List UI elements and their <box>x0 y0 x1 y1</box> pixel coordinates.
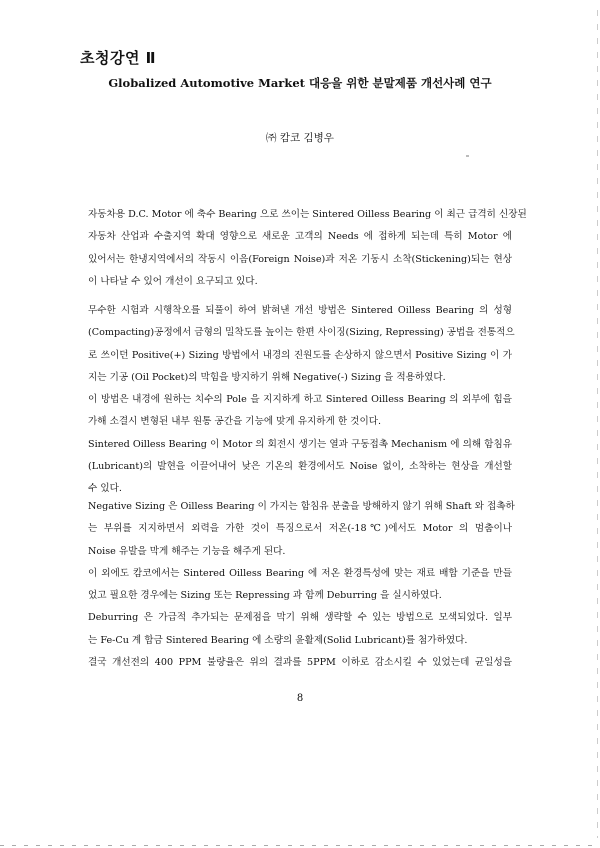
text-line: Noise 유발을 막게 해주는 기능을 해주게 된다. <box>88 545 286 557</box>
text-line: 이 나타날 수 있어 개선이 요구되고 있다. <box>88 275 258 287</box>
text-line: 자동차 산업과 수출지역 확대 영향으로 새로운 고객의 Needs 에 접하게 되는데 특히 Motor 에 <box>88 231 512 243</box>
text-line: 수 있다. <box>88 483 122 495</box>
text-line: (Lubricant)의 발현을 이끌어내어 낮은 기온의 환경에서도 Noise 없이, 소착하는 현상을 개선할 <box>88 461 512 473</box>
text-line: Deburring 은 가급적 추가되는 문제점을 막기 위해 생략할 수 있는 방법으로 모색되었다. 일부 <box>88 612 512 624</box>
text-line: 이 방법은 내경에 원하는 치수의 Pole 을 지지하게 하고 Sintered Oilless Bearing 의 외부에 힘을 <box>88 394 512 406</box>
text-line: 결국 개선전의 400 PPM 불량율은 위의 결과를 5PPM 이하로 감소시킬 수 있었는데 균일성을 <box>88 657 512 669</box>
document-title: Globalized Automotive Market 대응을 위한 분말제품 개선사례 연구 <box>108 76 492 90</box>
text-line: 는 Fe-Cu 계 합금 Sintered Bearing 에 소량의 윤활제(Solid Lubricant)를 첨가하였다. <box>88 634 468 646</box>
author-line: ㈜ 캄코 김병우 <box>266 132 334 144</box>
text-line: 이 외에도 캄코에서는 Sintered Oilless Bearing 에 저온 환경특성에 맞는 재료 배합 기준을 만들 <box>88 567 512 579</box>
scan-edge-right <box>597 10 598 838</box>
text-line: 었고 필요한 경우에는 Sizing 또는 Repressing 과 함께 Deburring 을 실시하였다. <box>88 590 442 602</box>
text-line: (Compacting)공정에서 금형의 밀착도를 높이는 한편 사이징(Sizing, Repressing) 공법을 전통적으 <box>88 327 515 339</box>
scan-edge-bottom <box>0 845 600 846</box>
text-line: 가해 소결시 변형된 내부 원통 공간을 기능에 맞게 유지하게 한 것이다. <box>88 416 382 428</box>
text-line: Negative Sizing 은 Oilless Bearing 이 가지는 함침유 분출을 방해하지 않기 위해 Shaft 와 접촉하 <box>88 501 515 512</box>
paragraph-method <box>88 300 515 501</box>
text-line: Sintered Oilless Bearing 이 Motor 의 회전시 생기는 열과 구동접촉 Mechanism 에 의해 함침유 <box>88 438 512 450</box>
paragraph-intro <box>88 204 527 293</box>
text-line: 로 쓰이던 Positive(+) Sizing 방법에서 내경의 진원도를 손상하지 않으면서 Positive Sizing 이 가 <box>88 349 512 361</box>
paragraph-negative-sizing <box>88 496 515 674</box>
text-line: 무수한 시험과 시행착오를 되풀이 하여 밝혀낸 개선 방법은 Sintered Oilless Bearing 의 성형 <box>88 305 512 316</box>
text-line: 자동차용 D.C. Motor 에 축수 Bearing 으로 쓰이는 Sintered Oilless Bearing 이 최근 급격히 신장된 <box>88 209 527 220</box>
section-title: 초청강연 Ⅱ <box>80 49 157 67</box>
text-line: 있어서는 한냉지역에서의 작동시 이음(Foreign Noise)과 저온 기동시 소착(Stickening)되는 현상 <box>88 253 512 265</box>
text-line: 지는 기공 (Oil Pocket)의 막힘을 방지하기 위해 Negative(-) Sizing 을 적용하였다. <box>88 371 446 383</box>
scan-speck <box>466 155 469 157</box>
text-line: 는 부위를 지지하면서 외력을 가한 것이 특징으로서 저온(-18℃)에서도 Motor 의 멈춤이나 <box>88 523 512 535</box>
page-number: 8 <box>296 693 304 704</box>
